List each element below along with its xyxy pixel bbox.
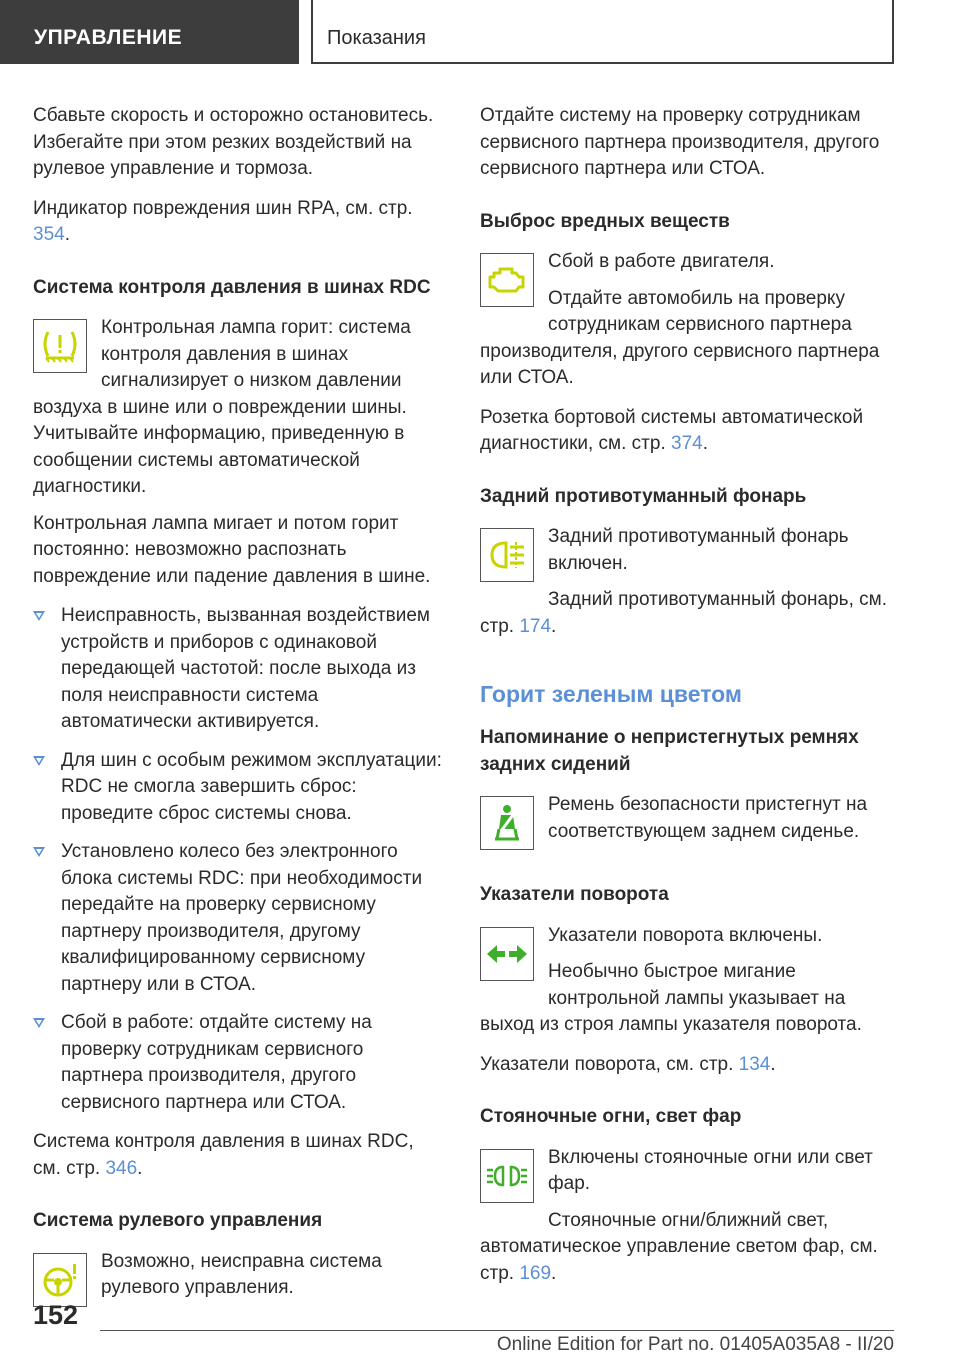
- section-header: [0, 0, 299, 64]
- right-column: [480, 103, 892, 1300]
- heading-steering: Система рулевого управления: [33, 1210, 323, 1231]
- parking-lights-icon: [480, 1149, 534, 1203]
- subsection-header: [311, 0, 894, 64]
- paragraph: Задний противотуманный фонарь, см. стр. 174.: [480, 589, 887, 637]
- heading-seatbelt: Напоминание о непристегнутых ремнях задних сидений: [480, 727, 859, 775]
- edition-footer: Online Edition for Part no. 01405A035A8 - II/20: [496, 1334, 894, 1355]
- bullet-triangle-icon: [33, 756, 45, 766]
- paragraph: Указатели поворота включены.: [548, 924, 823, 946]
- page-link[interactable]: 174: [519, 615, 552, 637]
- page-link[interactable]: 374: [671, 433, 703, 454]
- turn-signals-icon: [480, 927, 534, 981]
- heading-emissions: Выброс вредных веществ: [480, 210, 730, 232]
- heading-parking-lights: Стояночные огни, свет фар: [480, 1106, 742, 1127]
- paragraph: Возможно, неисправна система рулевого управления.: [101, 1250, 382, 1298]
- list-item: Сбой в работе: отдайте систему на проверку сотрудникам сервисного партнера производителя, другого сервисного партнера или СТОА.: [33, 1010, 445, 1116]
- seatbelt-icon: [480, 796, 534, 850]
- paragraph: Сбой в работе двигателя.: [548, 251, 775, 272]
- paragraph: Задний противотуманный фонарь включен.: [548, 526, 849, 574]
- list-item: Неисправность, вызванная воздействием устройств и приборов с одинаковой передающей частотой: после выхода из поля неисправности система автоматически активируется.: [33, 603, 445, 736]
- bullet-triangle-icon: [33, 847, 45, 857]
- paragraph: Необычно быстрое мигание контрольной лампы указывает на выход из строя лампы указателя поворота.: [480, 961, 862, 1035]
- heading-rdc: Система контроля давления в шинах RDC: [33, 276, 431, 298]
- bullet-triangle-icon: [33, 611, 45, 621]
- paragraph: Включены стояночные огни или свет фар.: [548, 1146, 873, 1194]
- section-title: УПРАВЛЕНИЕ: [34, 26, 183, 49]
- paragraph: Отдайте автомобиль на проверку сотрудникам сервисного партнера производителя, другого сервисного партнера или СТОА.: [480, 287, 880, 388]
- page-number: 152: [33, 1300, 79, 1330]
- page-link[interactable]: 169: [519, 1262, 552, 1284]
- paragraph: Контрольная лампа мигает и потом горит постоянно: невозможно распознать повреждение или падение давления в шине.: [33, 512, 431, 587]
- paragraph: Ремень безопасности пристегнут на соответствующем заднем сиденье.: [548, 794, 868, 842]
- list-item: Установлено колесо без электронного блока системы RDC: при необходимости передайте на проверку сервисному партнеру производителя, другому квалифицированному сервисному партнеру или в СТОА.: [33, 839, 445, 998]
- check-engine-icon: [480, 253, 534, 307]
- steering-warning-icon: [33, 1253, 87, 1307]
- paragraph: Розетка бортовой системы автоматической диагностики, см. стр. 374.: [480, 406, 864, 454]
- subsection-title: Показания: [327, 27, 426, 49]
- page-link[interactable]: 134: [738, 1053, 771, 1075]
- page-link[interactable]: 346: [105, 1157, 138, 1179]
- paragraph: Указатели поворота, см. стр. 134.: [480, 1053, 776, 1075]
- page-link[interactable]: 354: [33, 224, 65, 245]
- paragraph: Сбавьте скорость и осторожно остановитесь. Избегайте при этом резких воздействий на рулевое управление и тормоза.: [33, 105, 434, 179]
- rear-fog-light-icon: [480, 528, 534, 582]
- tire-pressure-warning-icon: [33, 319, 87, 373]
- paragraph: Индикатор повреждения шин RPA, см. стр. 354.: [33, 197, 413, 245]
- paragraph: Система контроля давления в шинах RDC, см. стр. 346.: [33, 1131, 414, 1179]
- heading-rear-fog: Задний противотуманный фонарь: [480, 485, 807, 507]
- footer-divider: [100, 1330, 894, 1331]
- bullet-triangle-icon: [33, 1018, 45, 1028]
- left-column: [33, 103, 445, 1313]
- paragraph: Отдайте систему на проверку сотрудникам сервисного партнера производителя, другого сервисного партнера или СТОА.: [480, 105, 880, 179]
- paragraph: Контрольная лампа горит: система контроля давления в шинах сигнализирует о низком давлении воздуха в шине или о повреждении шины. Учитывайте информацию, приведенную в сообщении системы автоматической диагностики.: [33, 317, 411, 497]
- heading-turn-signals: Указатели поворота: [480, 884, 669, 905]
- bullet-list: [33, 603, 445, 1116]
- heading-green: Горит зеленым цветом: [480, 681, 742, 707]
- list-item: Для шин с особым режимом эксплуатации: RDC не смогла завершить сброс: проведите сброс системы снова.: [33, 748, 445, 828]
- paragraph: Стояночные огни/ближний свет, автоматическое управление светом фар, см. стр. 169.: [480, 1209, 878, 1284]
